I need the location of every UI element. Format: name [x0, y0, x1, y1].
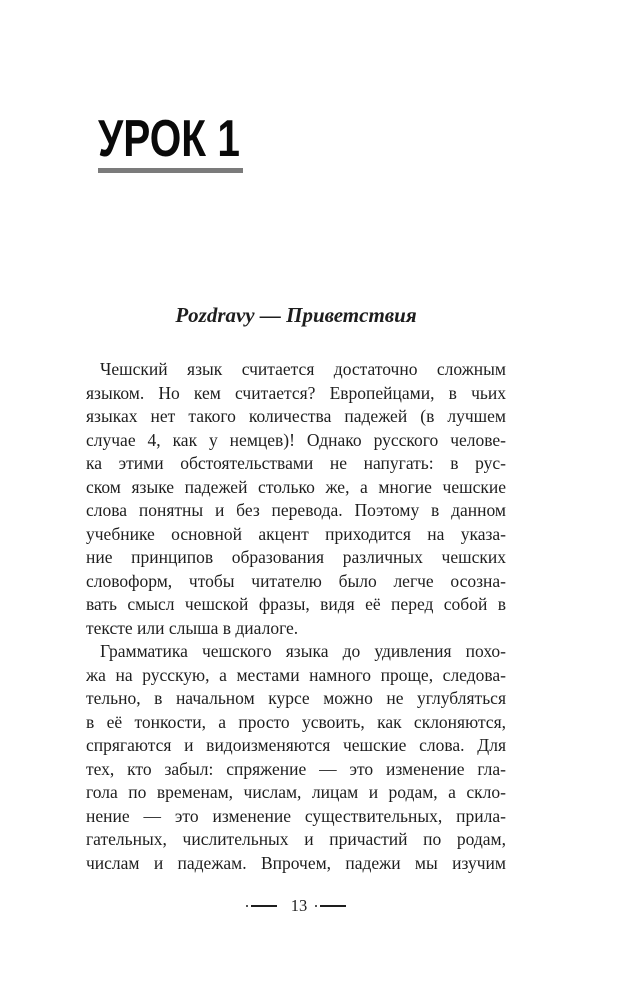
lesson-title: УРОК 1 [98, 110, 240, 168]
paragraph [86, 640, 506, 875]
footer-right-dash-ornament [320, 905, 346, 907]
text-line: жа на русскую, а местами намного проще, следова- [86, 664, 506, 685]
text-line: Чешский язык считается достаточно сложным [100, 359, 506, 379]
footer-left-dash-ornament [251, 905, 277, 907]
text-line: вать смысл чешской фразы, видя её перед собой в [86, 594, 506, 614]
text-line: гательных, числительных и причастий по родам, [86, 829, 506, 849]
text-line: слова понятны и без перевода. Поэтому в данном [86, 500, 506, 520]
text-line: учебнике основной акцент приходится на указа- [86, 523, 506, 544]
text-line: языках нет такого количества падежей (в лучшем [86, 406, 506, 426]
text-line: случае 4, как у немцев)! Однако русского челове- [86, 429, 506, 450]
section-subtitle: Pozdravy — Приветствия [175, 303, 417, 327]
text-line: ние принципов образования различных чешских [86, 547, 506, 567]
text-line: нение — это изменение существительных, прила- [86, 805, 506, 826]
text-line: числам и падежам. Впрочем, падежи мы изучим [86, 852, 506, 873]
body-text [86, 358, 506, 875]
text-line: Грамматика чешского языка до удивления похо- [100, 641, 506, 661]
text-line: тельно, в начальном курсе можно не углубляться [86, 688, 506, 708]
paragraph [86, 358, 506, 640]
text-line: в её тонкости, а просто усвоить, как склоняются, [86, 711, 506, 732]
text-line: тексте или слыша в диалоге. [86, 617, 299, 638]
text-line: словоформ, чтобы читателю было легче осозна- [86, 570, 506, 591]
footer-right-dot-ornament [315, 905, 317, 907]
text-line: спрягаются и видоизменяются чешские слова. Для [86, 735, 506, 755]
page-number: 13 [290, 896, 308, 915]
text-line: ском языке падежей столько же, а многие чешские [86, 476, 506, 497]
lesson-title-underline [98, 168, 243, 173]
text-line: ка этими обстоятельствами не напугать: в рус- [86, 453, 506, 473]
text-line: языком. Но кем считается? Европейцами, в чьих [86, 382, 506, 403]
text-line: тех, кто забыл: спряжение — это изменение гла- [86, 758, 506, 779]
page-footer [86, 898, 506, 915]
lesson-header [98, 110, 280, 173]
footer-left-dot-ornament [246, 905, 248, 907]
text-line: гола по временам, числам, лицам и родам, а скло- [86, 782, 506, 802]
